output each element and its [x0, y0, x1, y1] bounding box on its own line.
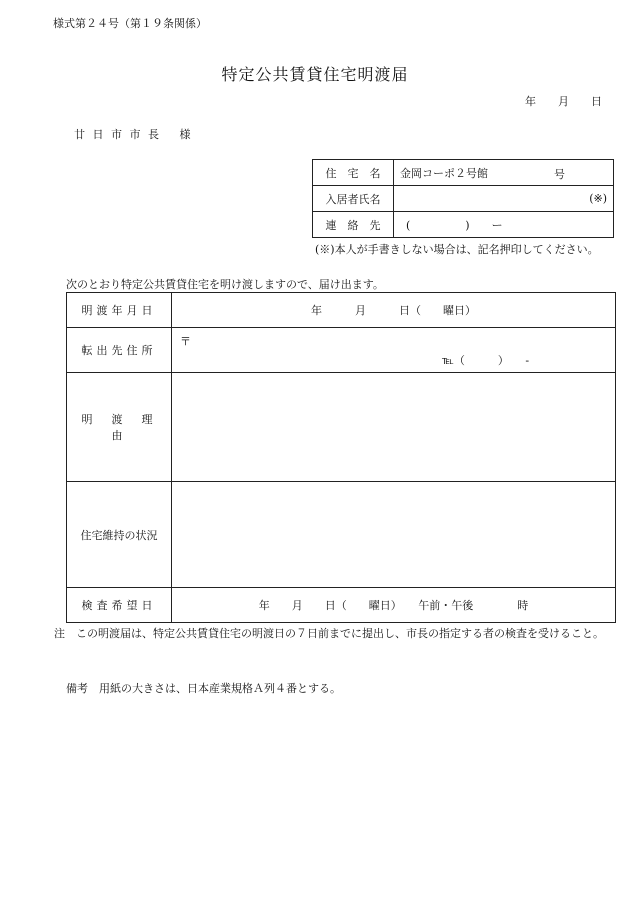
form-number: 様式第２４号（第１９条関係）: [53, 17, 207, 30]
new-address-label: 転出先住所: [67, 328, 172, 373]
inspection-date-field[interactable]: [172, 588, 616, 623]
reason-label: 明 渡 理 由: [67, 373, 172, 482]
room-suffix: 号: [554, 168, 565, 181]
inspection-date-label: 検査希望日: [67, 588, 172, 623]
move-date-label: 明渡年月日: [67, 293, 172, 328]
submission-date: 年 月 日: [525, 95, 602, 108]
main-form-table: [66, 292, 616, 623]
seal-mark: (※): [589, 192, 607, 205]
reason-field[interactable]: [172, 373, 616, 482]
move-date-value: 年 月 日（ 曜日）: [311, 304, 476, 317]
new-address-field[interactable]: [172, 328, 616, 373]
condition-field[interactable]: [172, 482, 616, 588]
applicant-table: [312, 159, 614, 238]
residence-value: 金岡コーポ２号館: [400, 166, 488, 180]
paper-size-remark: 備考 用紙の大きさは、日本産業規格Ａ列４番とする。: [66, 682, 341, 695]
residence-field[interactable]: [394, 160, 614, 186]
resident-name-field[interactable]: [394, 186, 614, 212]
contact-field[interactable]: [394, 212, 614, 238]
intro-text: 次のとおり特定公共賃貸住宅を明け渡しますので、届け出ます。: [66, 278, 384, 291]
inspection-date-value: 年 月 日（ 曜日） 午前・午後 時: [258, 599, 529, 612]
handwriting-note: (※)本人が手書きしない場合は、記名押印してください。: [315, 243, 599, 256]
addressee: 廿 日 市 市 長 様: [74, 128, 193, 141]
postal-mark: 〒: [180, 335, 191, 348]
contact-label: 連 絡 先: [313, 212, 394, 238]
move-date-field[interactable]: [172, 293, 616, 328]
footer-note: 注 この明渡届は、特定公共賃貸住宅の明渡日の７日前までに提出し、市長の指定する者の検査を受けること。: [54, 627, 604, 640]
condition-label: 住宅維持の状況: [67, 482, 172, 588]
page-title: 特定公共賃貸住宅明渡届: [221, 65, 409, 84]
residence-label: 住 宅 名: [313, 160, 394, 186]
resident-name-label: 入居者氏名: [313, 186, 394, 212]
phone-value: ℡（ ） -: [442, 354, 530, 367]
contact-value: ( ) ー: [406, 218, 503, 232]
